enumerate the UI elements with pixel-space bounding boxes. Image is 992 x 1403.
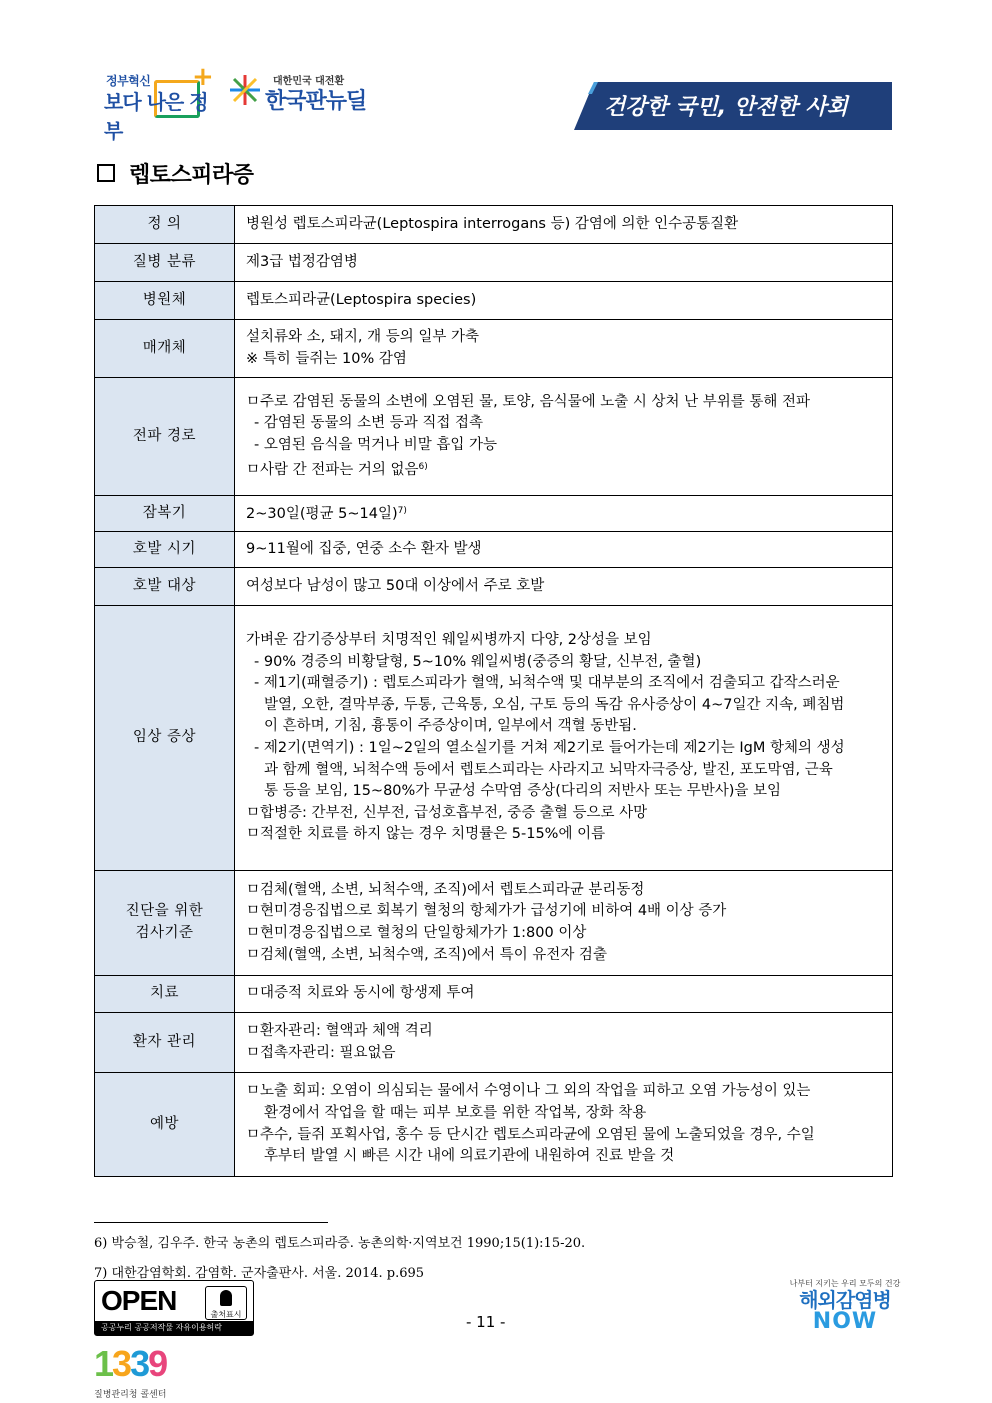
- row-value: 여성보다 남성이 많고 50대 이상에서 주로 호발: [235, 568, 893, 606]
- page-header: [104, 62, 892, 143]
- korean-new-deal-logo: [229, 72, 369, 116]
- row-key: 치료: [95, 976, 235, 1013]
- attribution-label: 출처표시: [210, 1310, 242, 1319]
- disease-info-table: [94, 205, 893, 1177]
- table-row: [95, 282, 893, 320]
- table-row: [95, 1013, 893, 1073]
- logo1-top-text: 정부혁신: [106, 74, 151, 88]
- row-key: 호발 시기: [95, 532, 235, 568]
- footnote-7: 7) 대한감염학회. 감염학. 군자출판사. 서울. 2014. p.695: [94, 1266, 425, 1281]
- row-value: ㅁ노출 회피: 오염이 의심되는 물에서 수영이나 그 외의 작업을 피하고 오염 가능성이 있는 환경에서 작업을 할 때는 피부 보호를 위한 작업복, 장화 착용 ㅁ추수, 들쥐 포획사업, 홍수 등 단시간 렙토스피라균에 오염된 물에 노출되었을 경우, 수일 후부터 발열 시 빠른 시간 내에 의료기관에 내원하여 진료 받을 것: [235, 1073, 893, 1177]
- call-center-caption: 질병관리청 콜센터: [94, 1390, 167, 1400]
- table-row: [95, 378, 893, 496]
- table-row: [95, 320, 893, 378]
- license-bar-text: 공공누리 공공저작물 자유이용허락: [95, 1321, 253, 1335]
- table-row: [95, 1073, 893, 1177]
- kdca-call-center-logo: [94, 1345, 204, 1403]
- row-value: 가벼운 감기증상부터 치명적인 웨일씨병까지 다양, 2상성을 보임 - 90% 경증의 비황달형, 5~10% 웨일씨병(중증의 황달, 신부전, 출혈) - 제1기(패혈증기) : 렙토스피라가 혈액, 뇌척수액 및 대부분의 조직에서 검출되고 갑작스러운 발열, 오한, 결막부종, 두통, 근육통, 오심, 구토 등의 독감 유사증상이 4~7일간 지속, 폐침범 이 흔하며, 기침, 흉통이 주증상이며, 일부에서 객혈 동반됨. - 제2기(면역기) : 1일~2일의 열소실기를 거쳐 제2기로 들어가는데 제2기는 IgM 항체의 생성 과 함께 혈액, 뇌척수액 등에서 렙토스피라는 사라지고 뇌막자극증상, 발진, 포도막염, 근육 통 등을 보임, 15~80%가 무균성 수막염 증상(다리의 저반사 또는 무반사)을 보임 ㅁ합병증: 간부전, 신부전, 급성호흡부전, 중증 출혈 등으로 사망 ㅁ적절한 치료를 하지 않는 경우 치명률은 5-15%에 이름: [235, 606, 893, 871]
- row-key: 매개체: [95, 320, 235, 378]
- row-value: 제3급 법정감염병: [235, 244, 893, 282]
- row-key: 진단을 위한 검사기준: [95, 871, 235, 976]
- attribution-badge: [205, 1286, 247, 1320]
- plus-icon: +: [192, 62, 214, 92]
- row-value: 설치류와 소, 돼지, 개 등의 일부 가축 ※ 특히 들쥐는 10% 감염: [235, 320, 893, 378]
- call-number: 1339: [94, 1343, 167, 1384]
- page-title: [97, 158, 254, 188]
- row-key: 병원체: [95, 282, 235, 320]
- footnote-ref: 7): [397, 506, 407, 517]
- logo2-top-text: 대한민국 대전환: [273, 76, 345, 87]
- logo2-main-text: 한국판뉴딜: [265, 89, 367, 114]
- row-key: 환자 관리: [95, 1013, 235, 1073]
- open-label: OPEN: [101, 1285, 177, 1316]
- table-row: [95, 244, 893, 282]
- page-number: - 11 -: [466, 1313, 506, 1331]
- row-value: ㅁ대증적 치료와 동시에 항생제 투여: [235, 976, 893, 1013]
- row-key: 잠복기: [95, 496, 235, 532]
- row-value: ㅁ주로 감염된 동물의 소변에 오염된 물, 토양, 음식물에 노출 시 상처 난 부위를 통해 전파 - 감염된 동물의 소변 등과 직접 접촉 - 오염된 음식을 먹거나 비말 흡입 가능 ㅁ사람 간 전파는 거의 없음$^{6)}$: [235, 378, 893, 496]
- checkbox-square-icon: [97, 164, 115, 182]
- footnote-6: 6) 박승철, 김우주. 한국 농촌의 렙토스피라증. 농촌의학·지역보건 1990;15(1):15-20.: [94, 1236, 586, 1251]
- row-key: 임상 증상: [95, 606, 235, 871]
- row-value: 9~11월에 집중, 연중 소수 환자 발생: [235, 532, 893, 568]
- row-key: 호발 대상: [95, 568, 235, 606]
- new-deal-star-icon: [229, 74, 261, 106]
- row-key: 정 의: [95, 206, 235, 244]
- row-key: 질병 분류: [95, 244, 235, 282]
- now-tagline: 나부터 지키는 우리 모두의 건강: [789, 1279, 901, 1288]
- logo1-main-text: 보다 나은 정부: [104, 90, 208, 143]
- table-row: [95, 871, 893, 976]
- person-icon: [220, 1290, 232, 1306]
- row-key: 예방: [95, 1073, 235, 1177]
- overseas-infection-now-logo: [785, 1278, 905, 1340]
- row-value: 렙토스피라균(Leptospira species): [235, 282, 893, 320]
- now-main-text: 해외감염병: [799, 1288, 891, 1312]
- footnote-divider: [94, 1222, 328, 1223]
- table-row: [95, 606, 893, 871]
- government-innovation-logo: [104, 62, 214, 143]
- row-value: ㅁ검체(혈액, 소변, 뇌척수액, 조직)에서 렙토스피라균 분리동정 ㅁ현미경응집법으로 회복기 혈청의 항체가가 급성기에 비하여 4배 이상 증가 ㅁ현미경응집법으로 혈청의 단일항체가가 1:800 이상 ㅁ검체(혈액, 소변, 뇌척수액, 조직)에서 특이 유전자 검출: [235, 871, 893, 976]
- row-value: 2~30일(평균 5~14일)$^{7)}$: [235, 496, 893, 532]
- slogan-text: 건강한 국민, 안전한 사회: [604, 95, 848, 120]
- table-row: [95, 206, 893, 244]
- table-row: [95, 568, 893, 606]
- row-key: 전파 경로: [95, 378, 235, 496]
- slogan-banner: [574, 80, 892, 130]
- footnote-ref: 6): [418, 461, 428, 472]
- row-value: 병원성 렙토스피라균(Leptospira interrogans 등) 감염에 의한 인수공통질환: [235, 206, 893, 244]
- table-row: [95, 532, 893, 568]
- table-row: [95, 496, 893, 532]
- page-title-text: 렙토스피라증: [129, 162, 254, 188]
- table-row: [95, 976, 893, 1013]
- now-sub-text: NOW: [812, 1309, 878, 1334]
- row-value: ㅁ환자관리: 혈액과 체액 격리 ㅁ접촉자관리: 필요없음: [235, 1013, 893, 1073]
- kogl-open-license-badge: [94, 1280, 254, 1336]
